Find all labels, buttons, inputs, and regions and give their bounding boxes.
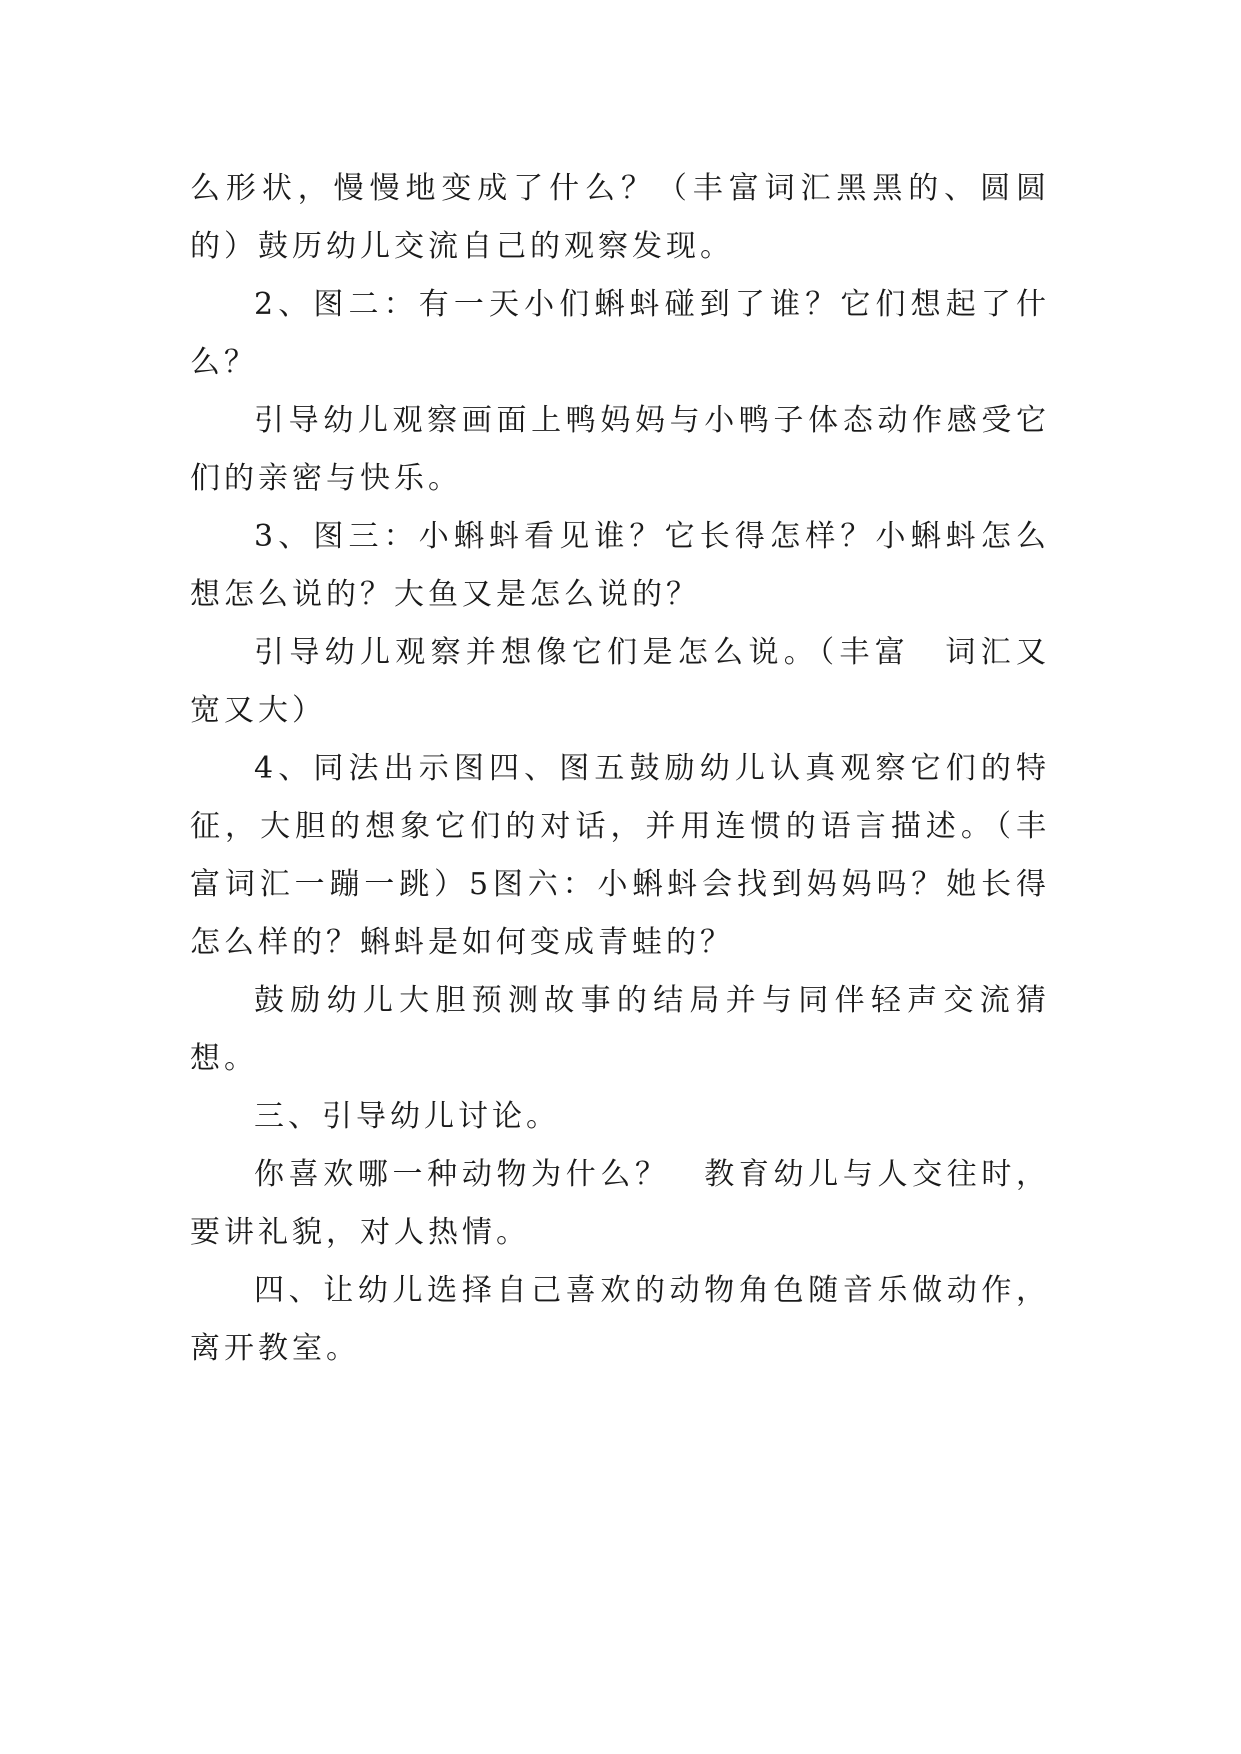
document-body <box>190 160 1050 1378</box>
paragraph-5: 引导幼儿观察并想像它们是怎么说。（丰富 词汇又宽又大） <box>190 635 1050 728</box>
paragraph-8: 三、引导幼儿讨论。 <box>254 1099 560 1134</box>
paragraph-10: 四、让幼儿选择自己喜欢的动物角色随音乐做动作，离开教室。 <box>190 1273 1050 1366</box>
paragraph-7: 鼓励幼儿大胆预测故事的结局并与同伴轻声交流猜想。 <box>190 983 1050 1076</box>
paragraph-1: 么形状，慢慢地变成了什么？（丰富词汇黑黑的、圆圆的）鼓历幼儿交流自己的观察发现。 <box>190 171 1050 264</box>
paragraph-4: 3、图三：小蝌蚪看见谁？它长得怎样？小蝌蚪怎么想怎么说的？大鱼又是怎么说的？ <box>190 519 1050 612</box>
paragraph-2: 2、图二：有一天小们蝌蚪碰到了谁？它们想起了什么？ <box>190 287 1050 380</box>
paragraph-6: 4、同法出示图四、图五鼓励幼儿认真观察它们的特征，大胆的想象它们的对话，并用连惯的语言描述。（丰富词汇一蹦一跳）5图六：小蝌蚪会找到妈妈吗？她长得怎么样的？蝌蚪是如何变成青蛙的？ <box>190 751 1050 960</box>
paragraph-3: 引导幼儿观察画面上鸭妈妈与小鸭子体态动作感受它们的亲密与快乐。 <box>190 403 1050 496</box>
paragraph-9: 你喜欢哪一种动物为什么？ 教育幼儿与人交往时，要讲礼貌，对人热情。 <box>190 1157 1050 1250</box>
